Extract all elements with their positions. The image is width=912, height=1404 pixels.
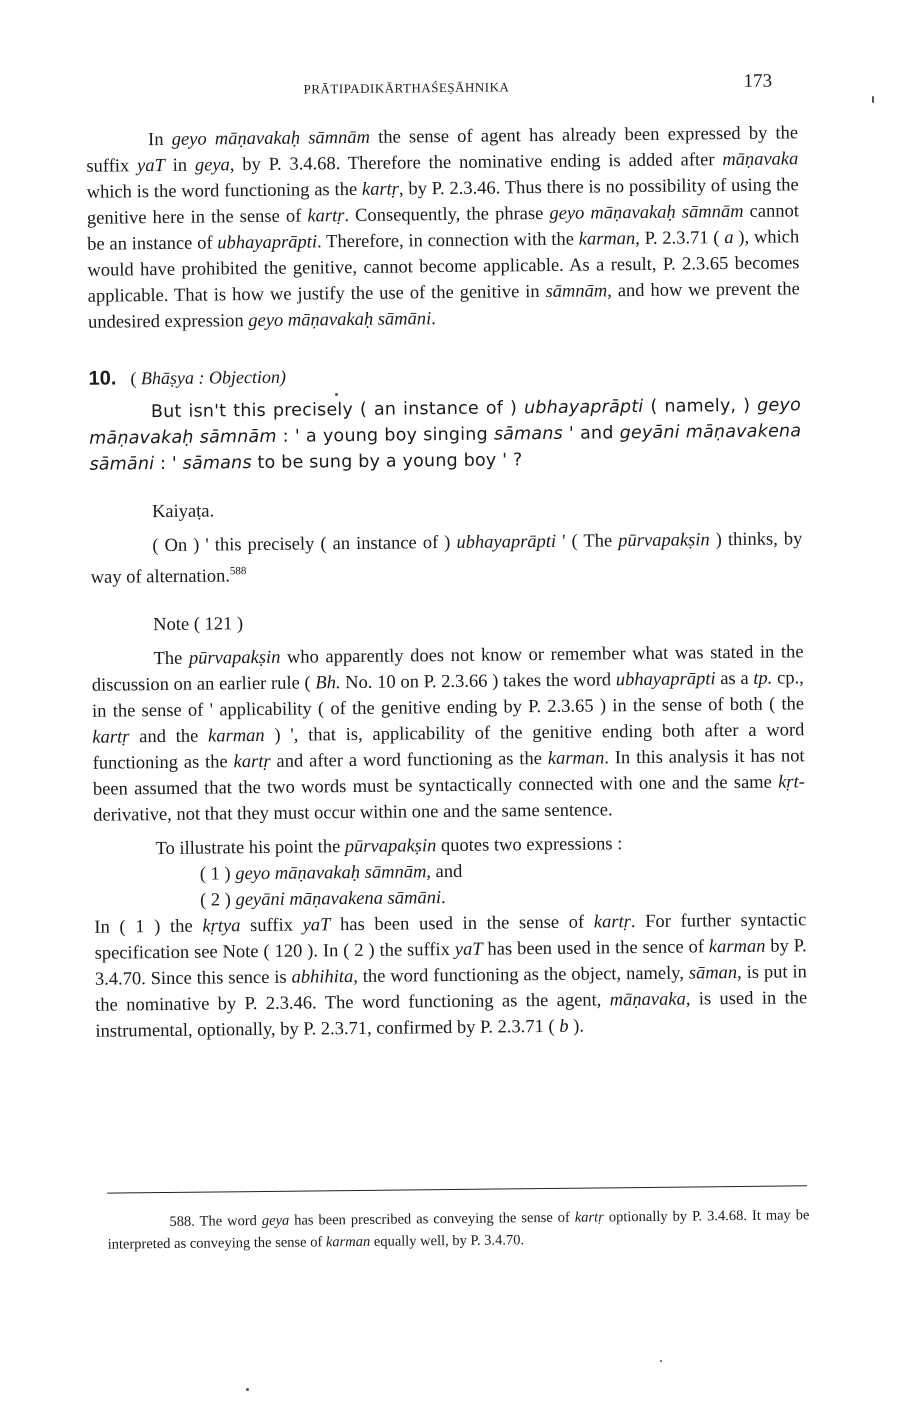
footnote-reference: 588 [229,565,247,578]
footnote-divider [107,1185,807,1193]
footnote-number: 588. [169,1213,195,1230]
footnote: 588. The word geya has been prescribed as conveying the sense of kartṛ optionally by P. 3.4.68. It may be interpreted as conveying the sense of karman equally well, by P. 3.4.70. [107,1207,810,1253]
note-paragraph-1: The pūrvapakṣin who apparently does not know or remember what was stated in the discussion on an earlier rule ( Bh. No. 10 on P. 2.3.66 ) takes the word ubhayaprāpti as a tp. cp., in the sense of ' applicability ( of the genitive ending by P. 2.3.65 ) in the sense of both ( the kartṛ and the karman ) ', that is, applicability of the genitive ending both after a word functioning as the kartṛ and after a word functioning as the karman. In this analysis it has not been assumed that the two words must be syntactically connected with one and the same kṛt-derivative, not that they must occur within one and the same sentence. [91,642,805,826]
kaiyata-heading: Kaiyaṭa. [151,501,215,523]
section-heading: 10. ( Bhāṣya : Objection) [88,366,286,390]
example-1: ( 1 ) geyo māṇavakaḥ sāmnām, and [199,862,463,885]
page-header [303,70,784,111]
main-text [86,120,808,1045]
section-number: 10. [88,367,117,390]
kaiyata-text: ( On ) ' this precisely ( an instance of ) ubhayaprāpti ' ( The pūrvapakṣin ) thinks, by way of alternation.$^{588}$ [90,529,803,588]
paragraph-commentary: In geyo māṇavakaḥ sāmnām the sense of agent has already been expressed by the suffix yaT in geya, by P. 3.4.68. Therefore the nominative ending is added after māṇavaka which is the word functioning as the kartṛ, by P. 2.3.46. Thus there is no possibility of using the genitive here in the sense of kartṛ. Consequently, the phrase geyo māṇavakaḥ sāmnām cannot be an instance of ubhayaprāpti. Therefore, in connection with the karman, P. 2.3.71 ( a ), which would have prohibited the genitive, cannot become applicable. As a result, P. 2.3.65 becomes applicable. That is how we justify the use of the genitive in sāmnām, and how we prevent the undesired expression geyo māṇavakaḥ sāmāni. [86,123,800,333]
running-title: PRĀTIPADIKĀRTHAŚEṢĀHNIKA [303,79,510,97]
page-number: 173 [743,70,773,92]
note-heading: Note ( 121 ) [153,614,244,636]
bhashya-objection: But isn't this precisely ( an instance of ) ubhayaprāpti ( namely, ) geyo māṇavakaḥ sāmnām : ' a young boy singing sāmans ' and geyāni māṇavakena sāmāni : ' sāmans to be sung by a young boy ' ? [89,395,802,475]
example-2: ( 2 ) geyāni māṇavakena sāmāni. [199,888,446,911]
note-paragraph-2: To illustrate his point the pūrvapakṣin quotes two expressions : [155,834,623,860]
note-paragraph-3: In ( 1 ) the kṛtya suffix yaT has been used in the sense of kartṛ. For further syntactic specification see Note ( 120 ). In ( 2 ) the suffix yaT has been used in the sence of karman by P. 3.4.70. Since this sence is abhihita, the word functioning as the object, namely, sāman, is put in the nominative by P. 2.3.46. The word functioning as the agent, māṇavaka, is used in the instrumental, optionally, by P. 2.3.71, confirmed by P. 2.3.71 ( b ). [94,910,808,1042]
